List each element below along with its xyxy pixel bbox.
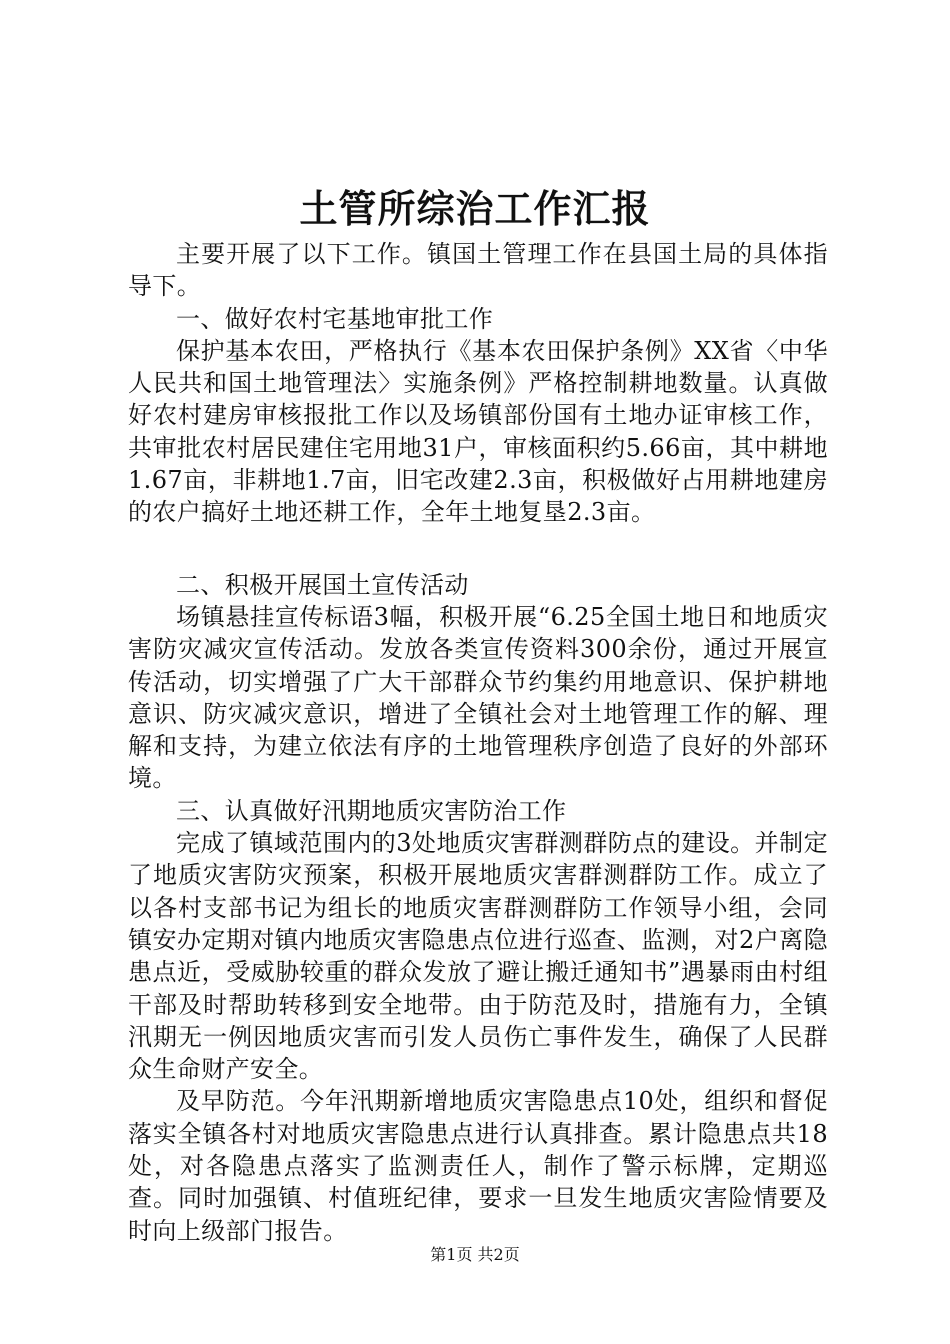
section-1-paragraph: 保护基本农田，严格执行《基本农田保护条例》XX省〈中华人民共和国土地管理法〉实施条例》严格控制耕地数量。认真做好农村建房审核报批工作以及场镇部份国有土地办证审核工作，共审批农村居民建住宅用地31户，审核面积约5.66亩，其中耕地1.67亩，非耕地1.7亩，旧宅改建2.3亩，积极做好占用耕地建房的农户搞好土地还耕工作，全年土地复垦2.3亩。	[128, 336, 828, 527]
page-footer: 第1页 共2页	[430, 1245, 520, 1264]
section-heading-2: 二、积极开展国土宣传活动	[176, 570, 469, 599]
document-body	[128, 238, 828, 1247]
section-heading-1: 一、做好农村宅基地审批工作	[176, 304, 494, 333]
section-2-paragraph: 场镇悬挂宣传标语3幅，积极开展“6.25全国土地日和地质灾害防灾减灾宣传活动。发放各类宣传资料300余份，通过开展宣传活动，切实增强了广大干部群众节约集约用地意识、保护耕地意识、防灾减灾意识，增进了全镇社会对土地管理工作的解、理解和支持，为建立依法有序的土地管理秩序创造了良好的外部环境。	[128, 602, 828, 793]
section-3-paragraph: 完成了镇域范围内的3处地质灾害群测群防点的建设。并制定了地质灾害防灾预案，积极开展地质灾害群测群防工作。成立了以各村支部书记为组长的地质灾害群测群防工作领导小组，会同镇安办定期对镇内地质灾害隐患点位进行巡查、监测，对2户离隐患点近，受威胁较重的群众发放了避让搬迁通知书”遇暴雨由村组干部及时帮助转移到安全地带。由于防范及时，措施有力，全镇汛期无一例因地质灾害而引发人员伤亡事件发生，确保了人民群众生命财产安全。	[128, 829, 828, 1084]
section-heading-3: 三、认真做好汛期地质灾害防治工作	[176, 796, 567, 825]
blank-line	[128, 529, 828, 569]
document-title: 土管所综治工作汇报	[299, 186, 651, 231]
prevention-paragraph: 及早防范。今年汛期新增地质灾害隐患点10处，组织和督促落实全镇各村对地质灾害隐患点进行认真排查。累计隐患点共18处，对各隐患点落实了监测责任人，制作了警示标牌，定期巡查。同时加强镇、村值班纪律，要求一旦发生地质灾害险情要及时向上级部门报告。	[128, 1087, 828, 1245]
intro-paragraph: 主要开展了以下工作。镇国土管理工作在县国土局的具体指导下。	[128, 240, 828, 301]
